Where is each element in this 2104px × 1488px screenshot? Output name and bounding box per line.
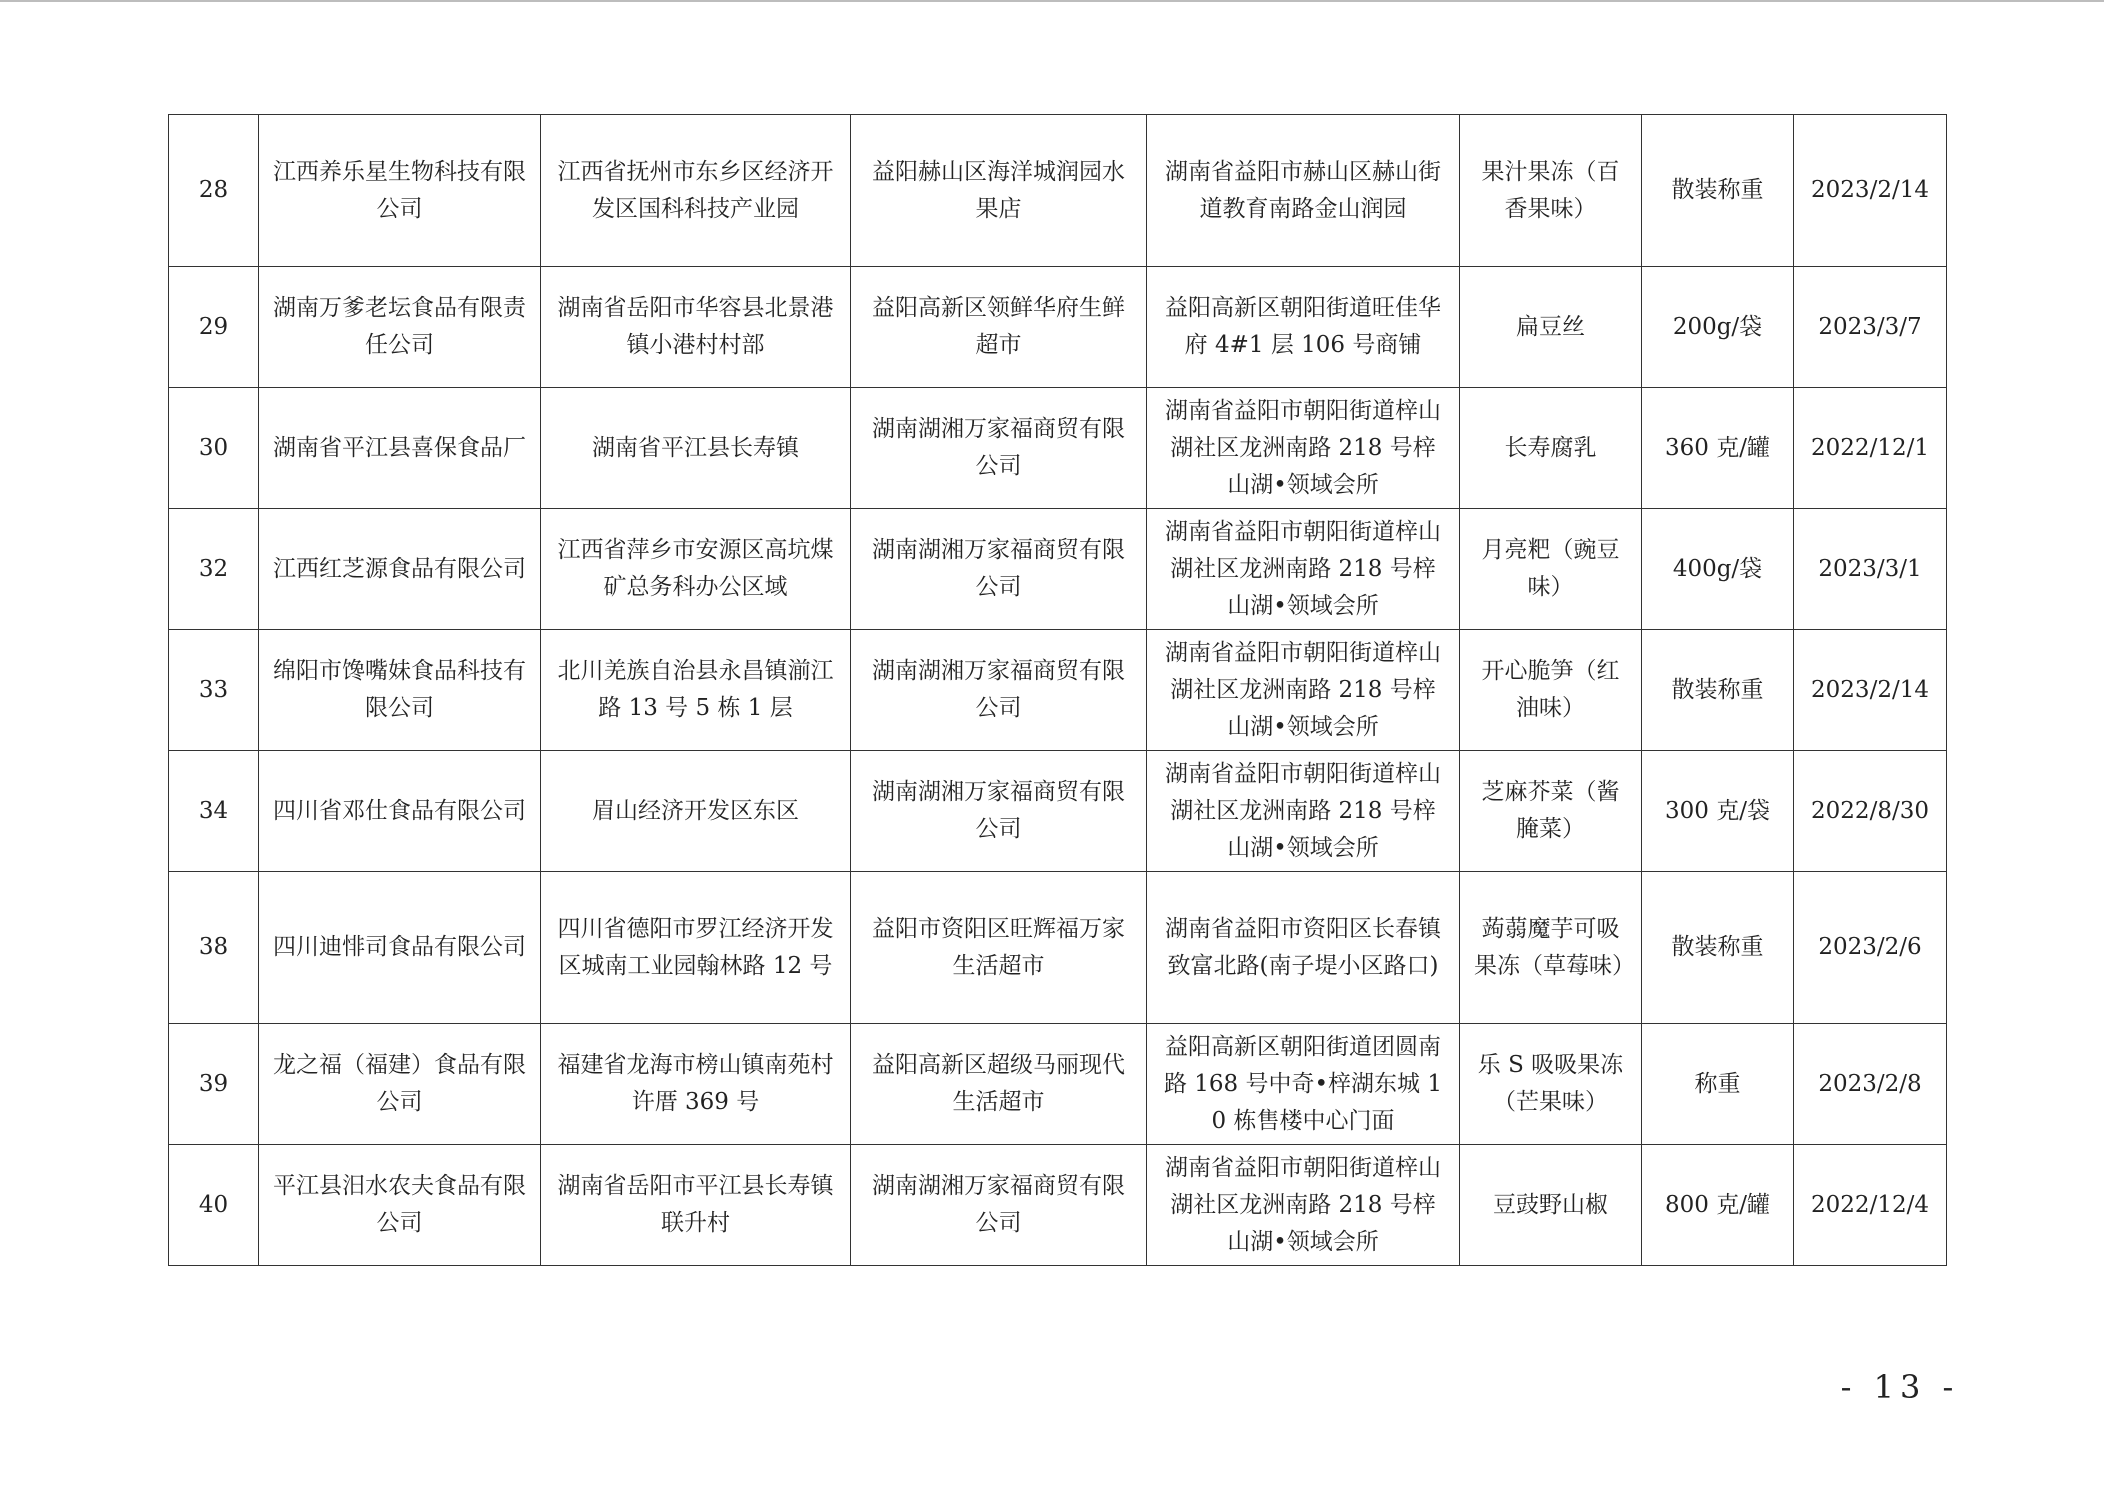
sampled-unit: 益阳高新区超级马丽现代生活超市 xyxy=(851,1024,1147,1145)
product-spec: 300 克/袋 xyxy=(1642,751,1794,872)
producer-name: 平江县汨水农夫食品有限公司 xyxy=(259,1145,541,1266)
row-number: 29 xyxy=(169,267,259,388)
product-spec: 200g/袋 xyxy=(1642,267,1794,388)
row-number: 39 xyxy=(169,1024,259,1145)
producer-address: 湖南省岳阳市平江县长寿镇联升村 xyxy=(541,1145,851,1266)
producer-name: 江西养乐星生物科技有限公司 xyxy=(259,115,541,267)
sampled-unit: 益阳赫山区海洋城润园水果店 xyxy=(851,115,1147,267)
production-date: 2023/3/7 xyxy=(1794,267,1947,388)
production-date: 2022/12/4 xyxy=(1794,1145,1947,1266)
product-spec: 800 克/罐 xyxy=(1642,1145,1794,1266)
table-row xyxy=(169,630,1947,751)
table-row xyxy=(169,509,1947,630)
row-number: 32 xyxy=(169,509,259,630)
sampled-unit-address: 益阳高新区朝阳街道旺佳华府 4#1 层 106 号商铺 xyxy=(1147,267,1460,388)
production-date: 2023/2/6 xyxy=(1794,872,1947,1024)
product-name: 乐 S 吸吸果冻（芒果味） xyxy=(1460,1024,1642,1145)
table-row xyxy=(169,872,1947,1024)
product-spec: 400g/袋 xyxy=(1642,509,1794,630)
table-row xyxy=(169,267,1947,388)
table-row xyxy=(169,388,1947,509)
product-name: 长寿腐乳 xyxy=(1460,388,1642,509)
sampled-unit-address: 湖南省益阳市朝阳街道梓山湖社区龙洲南路 218 号梓山湖•领域会所 xyxy=(1147,509,1460,630)
sampled-unit-address: 湖南省益阳市朝阳街道梓山湖社区龙洲南路 218 号梓山湖•领域会所 xyxy=(1147,388,1460,509)
sampled-unit: 湖南湖湘万家福商贸有限公司 xyxy=(851,388,1147,509)
producer-address: 福建省龙海市榜山镇南苑村许厝 369 号 xyxy=(541,1024,851,1145)
sampled-unit: 湖南湖湘万家福商贸有限公司 xyxy=(851,751,1147,872)
producer-name: 四川迪悱司食品有限公司 xyxy=(259,872,541,1024)
table-row xyxy=(169,751,1947,872)
sampled-unit-address: 湖南省益阳市朝阳街道梓山湖社区龙洲南路 218 号梓山湖•领域会所 xyxy=(1147,1145,1460,1266)
row-number: 40 xyxy=(169,1145,259,1266)
producer-name: 江西红芝源食品有限公司 xyxy=(259,509,541,630)
product-spec: 散装称重 xyxy=(1642,115,1794,267)
sampled-unit: 益阳市资阳区旺辉福万家生活超市 xyxy=(851,872,1147,1024)
production-date: 2022/8/30 xyxy=(1794,751,1947,872)
sampled-unit-address: 湖南省益阳市朝阳街道梓山湖社区龙洲南路 218 号梓山湖•领域会所 xyxy=(1147,630,1460,751)
producer-address: 江西省萍乡市安源区高坑煤矿总务科办公区域 xyxy=(541,509,851,630)
product-name: 果汁果冻（百香果味） xyxy=(1460,115,1642,267)
producer-name: 四川省邓仕食品有限公司 xyxy=(259,751,541,872)
product-spec: 散装称重 xyxy=(1642,630,1794,751)
sampled-unit: 湖南湖湘万家福商贸有限公司 xyxy=(851,509,1147,630)
producer-address: 江西省抚州市东乡区经济开发区国科科技产业园 xyxy=(541,115,851,267)
product-name: 开心脆笋（红油味） xyxy=(1460,630,1642,751)
producer-address: 湖南省岳阳市华容县北景港镇小港村村部 xyxy=(541,267,851,388)
product-name: 芝麻芥菜（酱腌菜） xyxy=(1460,751,1642,872)
page-number: - 13 - xyxy=(1840,1368,1960,1406)
row-number: 33 xyxy=(169,630,259,751)
sampling-results-table xyxy=(168,114,1947,1266)
row-number: 38 xyxy=(169,872,259,1024)
production-date: 2023/2/14 xyxy=(1794,115,1947,267)
product-spec: 360 克/罐 xyxy=(1642,388,1794,509)
sampled-unit-address: 益阳高新区朝阳街道团圆南路 168 号中奇•梓湖东城 10 栋售楼中心门面 xyxy=(1147,1024,1460,1145)
production-date: 2023/3/1 xyxy=(1794,509,1947,630)
sampled-unit: 湖南湖湘万家福商贸有限公司 xyxy=(851,1145,1147,1266)
sampled-unit-address: 湖南省益阳市资阳区长春镇致富北路(南子堤小区路口) xyxy=(1147,872,1460,1024)
production-date: 2023/2/14 xyxy=(1794,630,1947,751)
sampled-unit-address: 湖南省益阳市朝阳街道梓山湖社区龙洲南路 218 号梓山湖•领域会所 xyxy=(1147,751,1460,872)
producer-name: 绵阳市馋嘴妹食品科技有限公司 xyxy=(259,630,541,751)
sampled-unit: 湖南湖湘万家福商贸有限公司 xyxy=(851,630,1147,751)
production-date: 2023/2/8 xyxy=(1794,1024,1947,1145)
row-number: 34 xyxy=(169,751,259,872)
producer-address: 北川羌族自治县永昌镇湔江路 13 号 5 栋 1 层 xyxy=(541,630,851,751)
sampled-unit-address: 湖南省益阳市赫山区赫山街道教育南路金山润园 xyxy=(1147,115,1460,267)
product-name: 扁豆丝 xyxy=(1460,267,1642,388)
product-name: 蒟蒻魔芋可吸果冻（草莓味） xyxy=(1460,872,1642,1024)
table-row xyxy=(169,1024,1947,1145)
table-row xyxy=(169,1145,1947,1266)
row-number: 28 xyxy=(169,115,259,267)
producer-name: 湖南万爹老坛食品有限责任公司 xyxy=(259,267,541,388)
producer-name: 龙之福（福建）食品有限公司 xyxy=(259,1024,541,1145)
producer-address: 湖南省平江县长寿镇 xyxy=(541,388,851,509)
sampled-unit: 益阳高新区领鲜华府生鲜超市 xyxy=(851,267,1147,388)
producer-address: 眉山经济开发区东区 xyxy=(541,751,851,872)
table-row xyxy=(169,115,1947,267)
page-top-rule xyxy=(0,0,2104,2)
product-spec: 散装称重 xyxy=(1642,872,1794,1024)
row-number: 30 xyxy=(169,388,259,509)
product-name: 月亮粑（豌豆味） xyxy=(1460,509,1642,630)
producer-name: 湖南省平江县喜保食品厂 xyxy=(259,388,541,509)
product-name: 豆豉野山椒 xyxy=(1460,1145,1642,1266)
production-date: 2022/12/1 xyxy=(1794,388,1947,509)
product-spec: 称重 xyxy=(1642,1024,1794,1145)
producer-address: 四川省德阳市罗江经济开发区城南工业园翰林路 12 号 xyxy=(541,872,851,1024)
